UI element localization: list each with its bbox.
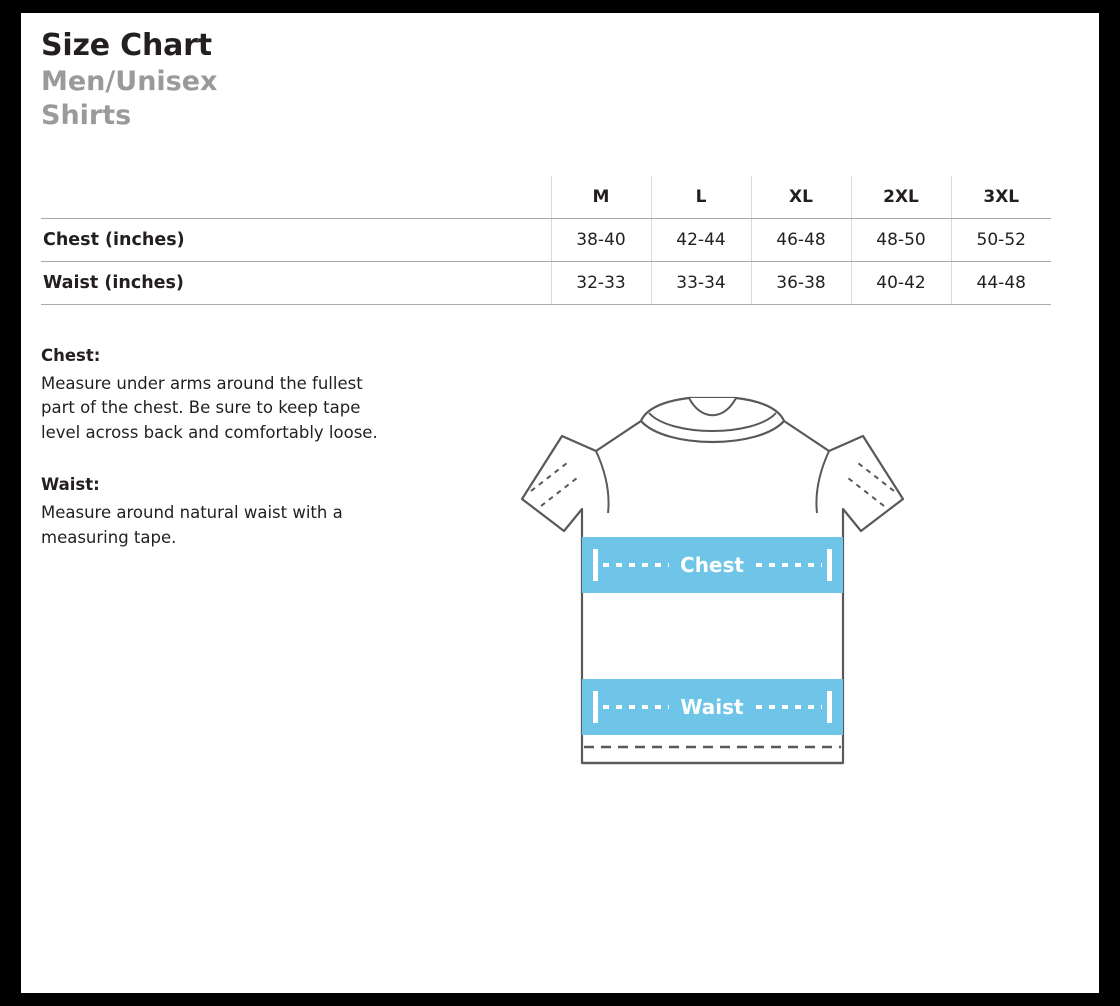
page-title: Size Chart	[41, 28, 212, 63]
size-table-wrapper	[41, 176, 1051, 305]
column-header-xl: XL	[751, 176, 851, 219]
table-header-row	[41, 176, 1051, 219]
size-table	[41, 176, 1051, 305]
cell-chest-2xl: 48-50	[851, 219, 951, 262]
chart-page	[21, 13, 1099, 993]
chart-content	[41, 28, 1071, 975]
chest-band-label: Chest	[680, 553, 744, 577]
table-row	[41, 219, 1051, 262]
column-header-3xl: 3XL	[951, 176, 1051, 219]
instruction-text-waist: Measure around natural waist with a measuring tape.	[41, 503, 343, 547]
row-label-chest: Chest (inches)	[41, 219, 551, 262]
cell-waist-3xl: 44-48	[951, 262, 1051, 305]
column-header-m: M	[551, 176, 651, 219]
shirt-illustration	[471, 391, 941, 791]
cell-waist-l: 33-34	[651, 262, 751, 305]
instruction-heading-waist: Waist:	[41, 475, 100, 495]
instruction-heading-chest: Chest:	[41, 346, 101, 365]
waist-band-label: Waist	[680, 695, 744, 719]
column-header-2xl: 2XL	[851, 176, 951, 219]
cell-waist-2xl: 40-42	[851, 262, 951, 305]
measurement-instructions	[41, 346, 391, 550]
cell-chest-3xl: 50-52	[951, 219, 1051, 262]
cell-waist-xl: 36-38	[751, 262, 851, 305]
cell-chest-xl: 46-48	[751, 219, 851, 262]
table-corner-cell	[41, 176, 551, 219]
page-subtitle-line2: Shirts	[41, 100, 132, 132]
cell-chest-l: 42-44	[651, 219, 751, 262]
cell-chest-m: 38-40	[551, 219, 651, 262]
table-row	[41, 262, 1051, 305]
page-subtitle-line1: Men/Unisex	[41, 66, 218, 97]
instruction-text-chest: Measure under arms around the fullest part of the chest. Be sure to keep tape level across back and comfortably loose.	[41, 374, 378, 442]
cell-waist-m: 32-33	[551, 262, 651, 305]
row-label-waist: Waist (inches)	[41, 262, 551, 305]
column-header-l: L	[651, 176, 751, 219]
